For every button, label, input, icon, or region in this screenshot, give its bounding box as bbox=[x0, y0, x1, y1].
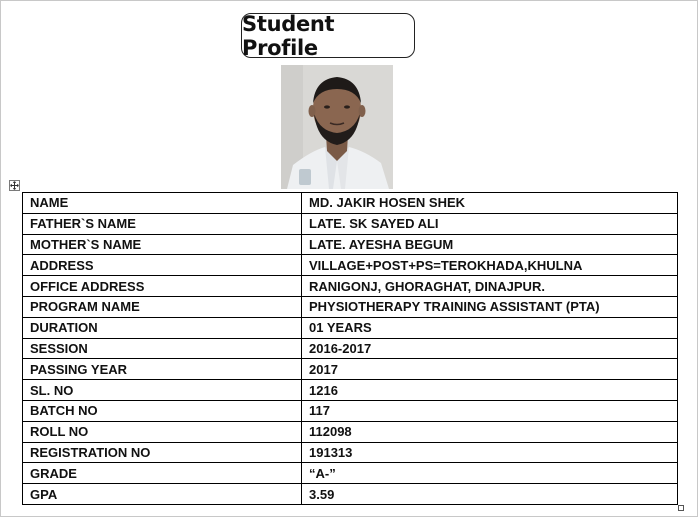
field-label: SL. NO bbox=[23, 380, 302, 401]
field-value: PHYSIOTHERAPY TRAINING ASSISTANT (PTA) bbox=[302, 296, 678, 317]
field-value: 3.59 bbox=[302, 484, 678, 505]
table-move-handle-icon[interactable] bbox=[9, 180, 20, 191]
field-value: LATE. AYESHA BEGUM bbox=[302, 234, 678, 255]
field-label: BATCH NO bbox=[23, 400, 302, 421]
field-value: 01 YEARS bbox=[302, 317, 678, 338]
table-row bbox=[23, 193, 678, 214]
field-label: PROGRAM NAME bbox=[23, 296, 302, 317]
field-value: 117 bbox=[302, 400, 678, 421]
table-row bbox=[23, 338, 678, 359]
student-photo bbox=[281, 65, 393, 189]
field-label: PASSING YEAR bbox=[23, 359, 302, 380]
field-value: 2016-2017 bbox=[302, 338, 678, 359]
field-label: GPA bbox=[23, 484, 302, 505]
table-row bbox=[23, 463, 678, 484]
page-title: Student Profile bbox=[241, 13, 415, 58]
field-label: MOTHER`S NAME bbox=[23, 234, 302, 255]
field-label: FATHER`S NAME bbox=[23, 213, 302, 234]
table-row bbox=[23, 359, 678, 380]
field-label: SESSION bbox=[23, 338, 302, 359]
field-label: GRADE bbox=[23, 463, 302, 484]
field-value: LATE. SK SAYED ALI bbox=[302, 213, 678, 234]
field-label: NAME bbox=[23, 193, 302, 214]
field-value: MD. JAKIR HOSEN SHEK bbox=[302, 193, 678, 214]
table-row bbox=[23, 276, 678, 297]
table-row bbox=[23, 421, 678, 442]
field-value: 191313 bbox=[302, 442, 678, 463]
field-label: ROLL NO bbox=[23, 421, 302, 442]
field-label: DURATION bbox=[23, 317, 302, 338]
table-resize-handle[interactable] bbox=[678, 505, 684, 511]
table-row bbox=[23, 442, 678, 463]
field-value: 1216 bbox=[302, 380, 678, 401]
table-row bbox=[23, 234, 678, 255]
table-row bbox=[23, 296, 678, 317]
table-row bbox=[23, 380, 678, 401]
field-label: REGISTRATION NO bbox=[23, 442, 302, 463]
student-profile-table bbox=[22, 192, 678, 505]
table-row bbox=[23, 317, 678, 338]
table-row bbox=[23, 213, 678, 234]
student-photo-image bbox=[281, 65, 393, 189]
field-value: 112098 bbox=[302, 421, 678, 442]
table-row bbox=[23, 484, 678, 505]
field-value: RANIGONJ, GHORAGHAT, DINAJPUR. bbox=[302, 276, 678, 297]
field-label: OFFICE ADDRESS bbox=[23, 276, 302, 297]
table-row bbox=[23, 400, 678, 421]
field-label: ADDRESS bbox=[23, 255, 302, 276]
field-value: “A-” bbox=[302, 463, 678, 484]
field-value: VILLAGE+POST+PS=TEROKHADA,KHULNA bbox=[302, 255, 678, 276]
table-row bbox=[23, 255, 678, 276]
field-value: 2017 bbox=[302, 359, 678, 380]
